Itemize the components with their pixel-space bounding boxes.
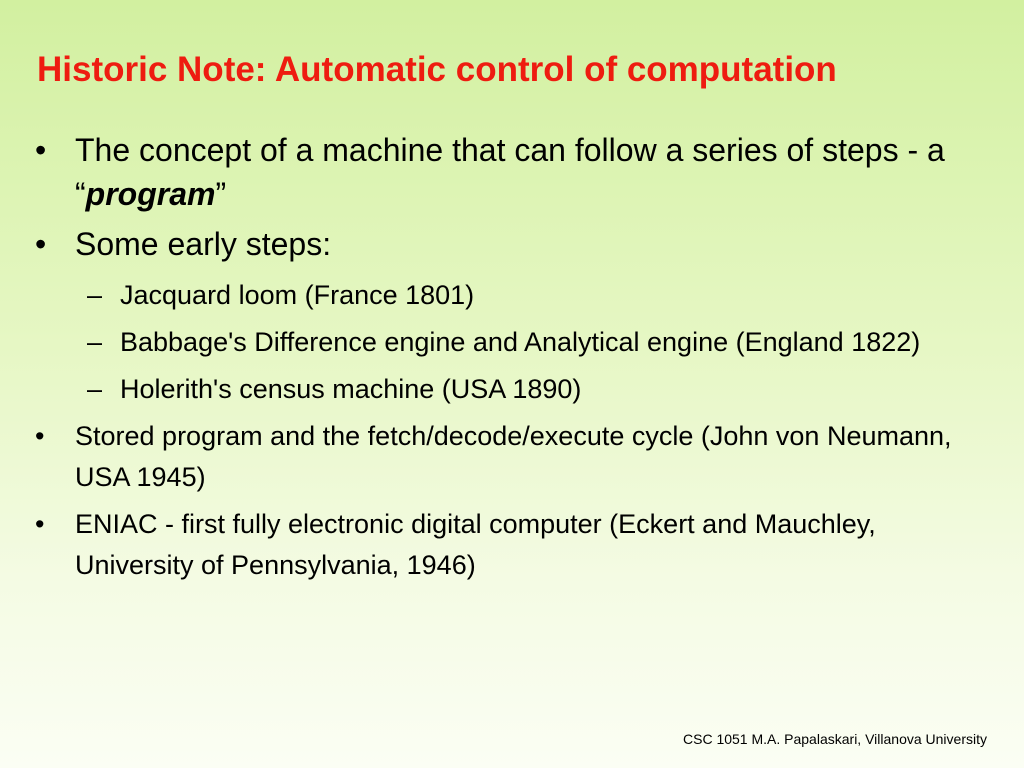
program-emphasis: program [85, 176, 216, 212]
bullet-text: ENIAC - first fully electronic digital computer (Eckert and Mauchley, University of Pennsylvania, 1946) [75, 509, 876, 580]
sub-item-jacquard [35, 274, 975, 316]
bullet-item-program-concept [35, 128, 975, 216]
bullet-icon: • [35, 509, 45, 539]
bullet-list [35, 128, 975, 586]
dash-icon: – [87, 374, 103, 404]
bullet-item-stored-program [35, 416, 975, 498]
bullet-icon: • [35, 226, 47, 262]
dash-icon: – [87, 280, 103, 310]
slide-footer: CSC 1051 M.A. Papalaskari, Villanova University [683, 731, 987, 747]
bullet-text: The concept of a machine that can follow a series of steps - a “ [75, 132, 945, 212]
sub-item-text: Babbage's Difference engine and Analytical engine (England 1822) [120, 327, 921, 357]
bullet-icon: • [35, 132, 47, 168]
dash-icon: – [87, 327, 103, 357]
close-quote: ” [215, 176, 227, 212]
sub-item-text: Jacquard loom (France 1801) [120, 280, 475, 310]
sub-item-text: Holerith's census machine (USA 1890) [120, 374, 582, 404]
sub-item-holerith [35, 368, 975, 410]
bullet-text: Some early steps: [75, 226, 332, 262]
bullet-icon: • [35, 421, 45, 451]
bullet-item-early-steps [35, 222, 975, 266]
bullet-text: Stored program and the fetch/decode/execute cycle (John von Neumann, USA 1945) [75, 421, 952, 492]
sub-item-babbage [35, 321, 975, 363]
slide-title: Historic Note: Automatic control of computation [37, 50, 837, 89]
bullet-item-eniac [35, 504, 975, 586]
